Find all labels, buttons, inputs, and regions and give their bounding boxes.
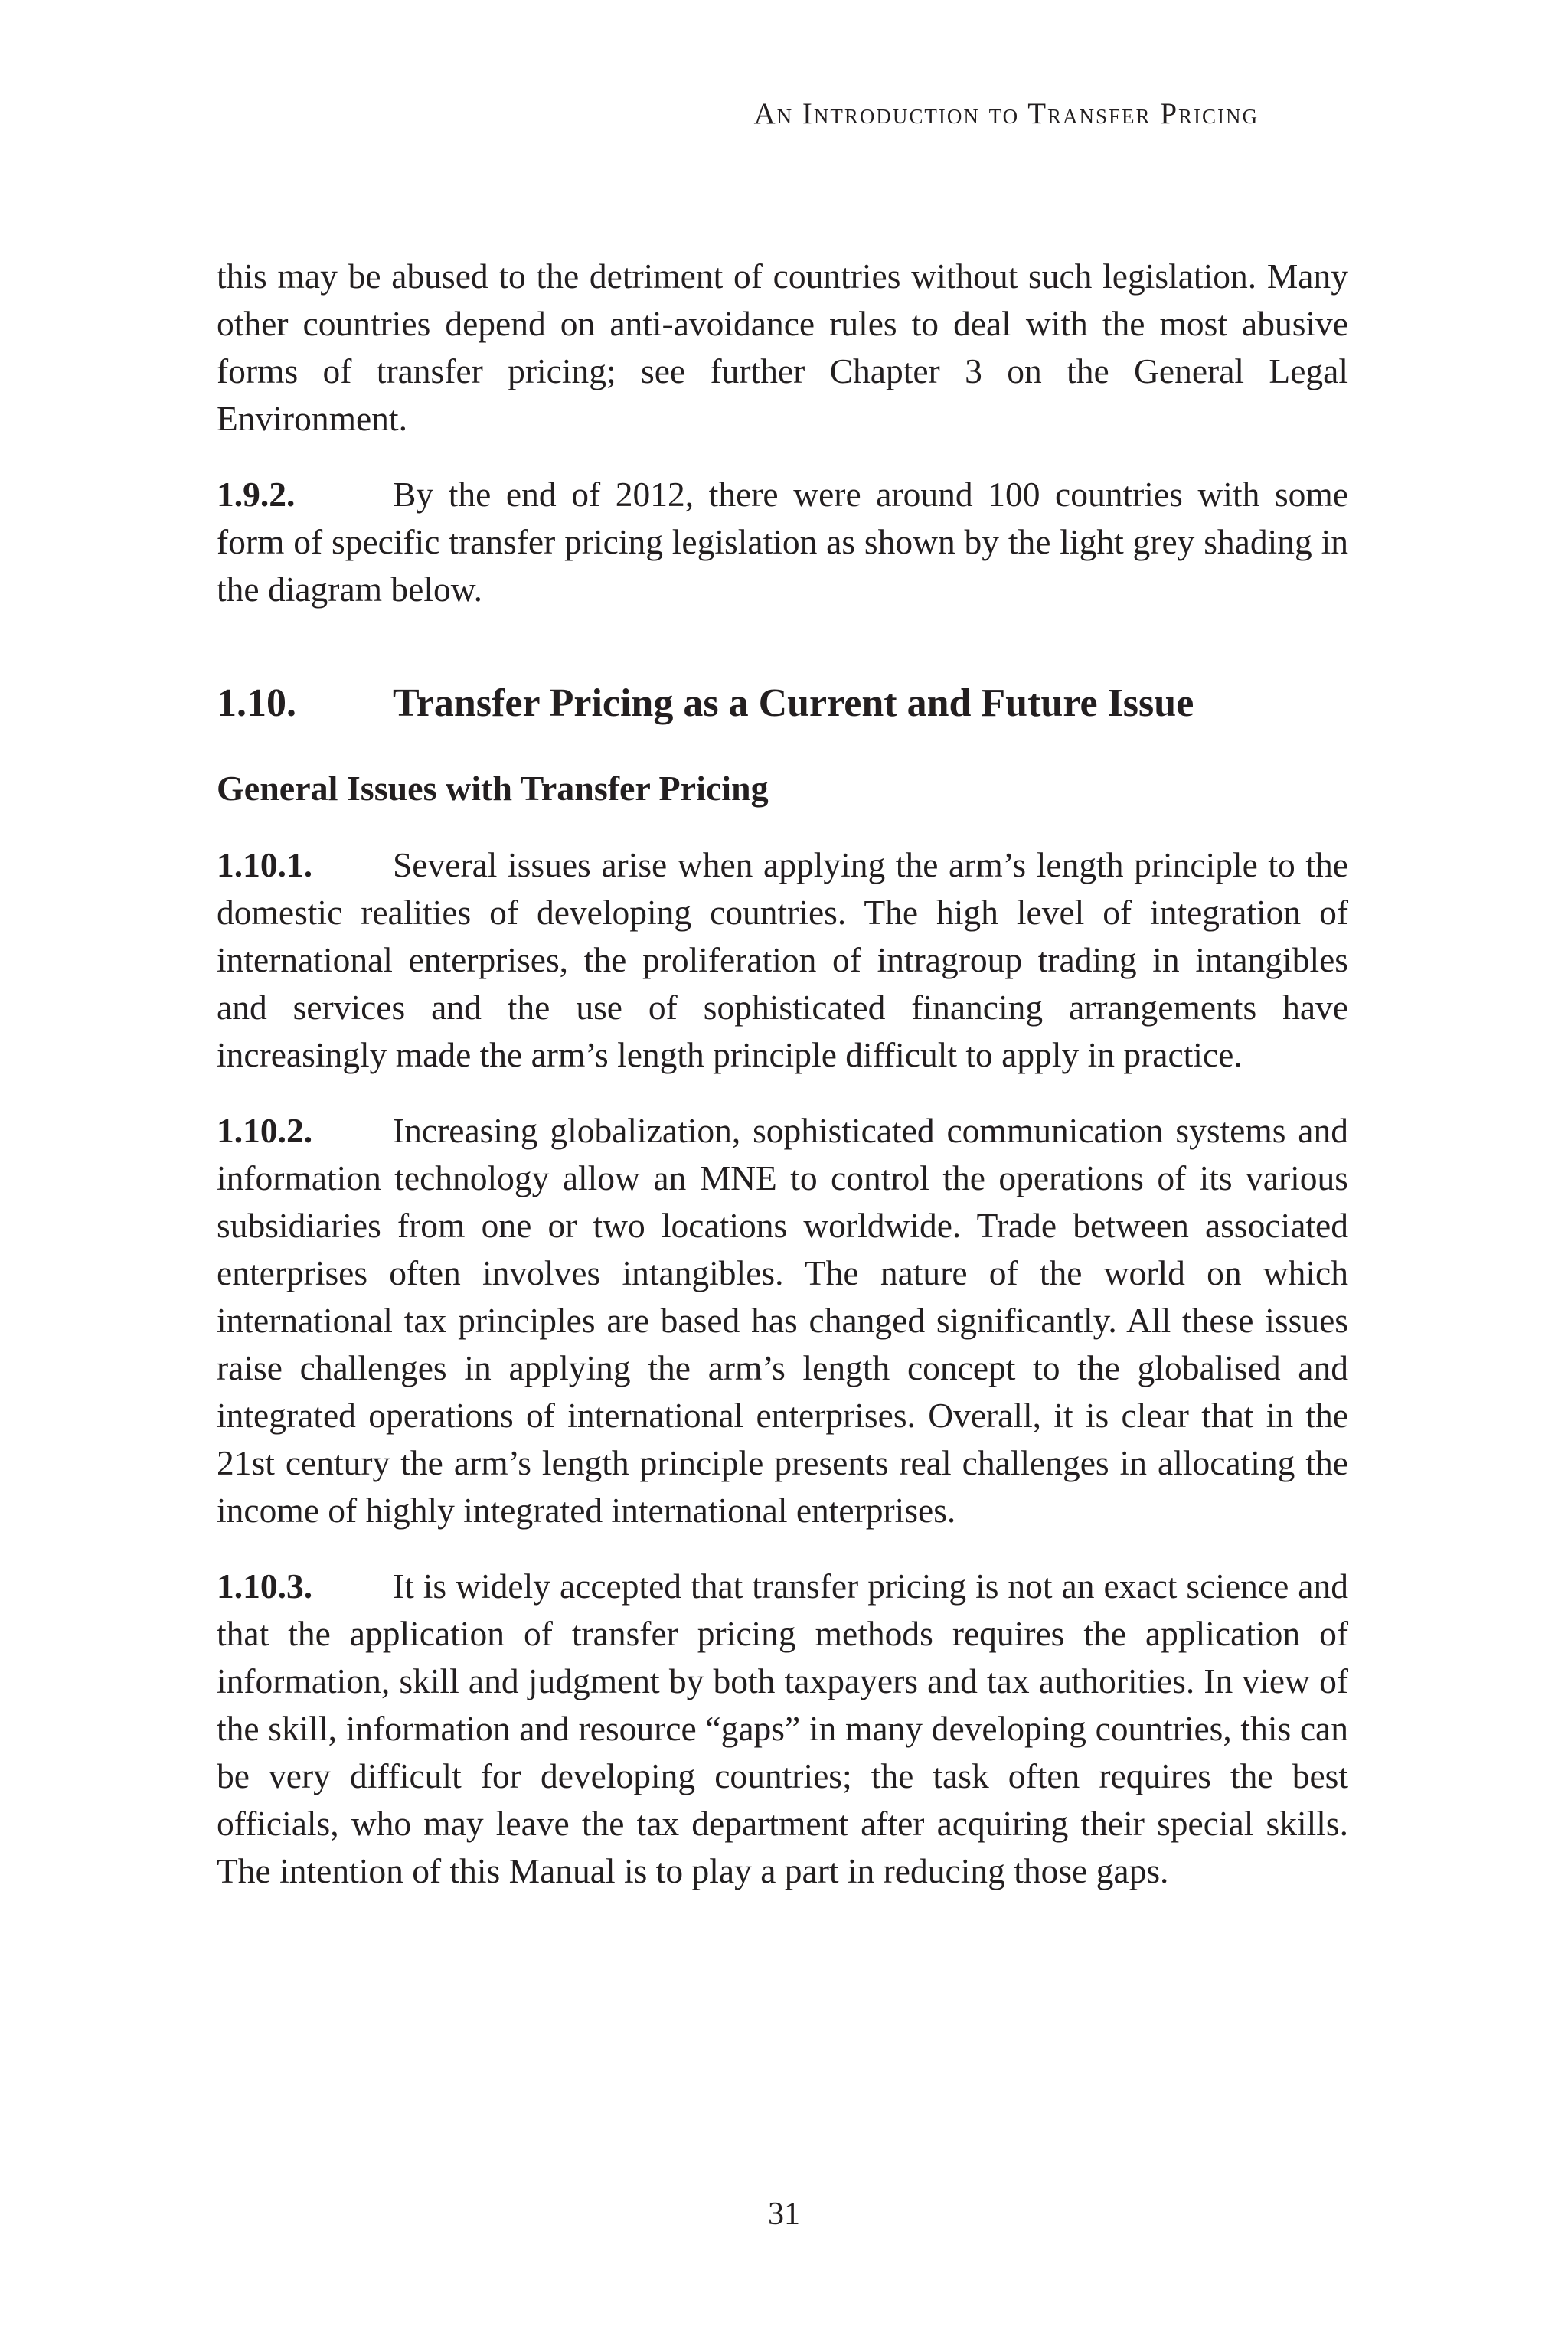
- paragraph-number: 1.10.2.: [217, 1111, 313, 1150]
- paragraph-number: 1.10.3.: [217, 1566, 313, 1606]
- paragraph-continued: [217, 253, 1348, 443]
- paragraph-text: Several issues arise when applying the arm’s length principle to the domestic realities of developing countries. The high level of integration of international enterprises, the proliferation of intragroup trading in intangibles and services and the use of sophisticated financing arrangements have increasingly made the arm’s length principle difficult to apply in practice.: [217, 845, 1348, 1074]
- section-title: Transfer Pricing as a Current and Future Issue: [393, 681, 1194, 725]
- section-number: 1.10.: [217, 681, 296, 725]
- subsection-heading: General Issues with Transfer Pricing: [217, 769, 769, 808]
- paragraph-1-10-2: [217, 1107, 1348, 1534]
- page-number: 31: [768, 2197, 800, 2232]
- paragraph-number: 1.10.1.: [217, 845, 313, 884]
- running-head: An Introduction to Transfer Pricing: [753, 97, 1259, 130]
- paragraph-number: 1.9.2.: [217, 475, 296, 514]
- paragraph-text: It is widely accepted that transfer pricing is not an exact science and that the application of transfer pricing methods requires the application of information, skill and judgment by both taxpayers and tax authorities. In view of the skill, information and resource “gaps” in many developing countries, this can be very difficult for developing countries; the task often requires the best officials, who may leave the tax department after acquiring their special skills. The intention of this Manual is to play a part in reducing those gaps.: [217, 1566, 1348, 1890]
- paragraph-text: Increasing globalization, sophisticated communication systems and information technology allow an MNE to control the operations of its various subsidiaries from one or two locations worldwide. Trade between associated enterprises often involves intangibles. The nature of the world on which international tax principles are based has changed significantly. All these issues raise challenges in applying the arm’s length concept to the globalised and integrated operations of international enterprises. Overall, it is clear that in the 21st century the arm’s length principle presents real challenges in allocating the income of highly integrated international enterprises.: [217, 1111, 1348, 1530]
- paragraph-1-10-3: [217, 1563, 1348, 1895]
- paragraph-1-9-2: [217, 471, 1348, 613]
- page-content: [217, 253, 1348, 1923]
- section-heading: [217, 677, 1348, 730]
- paragraph-text: this may be abused to the detriment of countries without such legislation. Many other countries depend on anti-avoidance rules to deal with the most abusive forms of transfer pricing; see further Chapter 3 on the General Legal Environment.: [217, 256, 1348, 438]
- paragraph-1-10-1: [217, 841, 1348, 1079]
- paragraph-text: By the end of 2012, there were around 100 countries with some form of specific transfer pricing legislation as shown by the light grey shading in the diagram below.: [217, 475, 1348, 609]
